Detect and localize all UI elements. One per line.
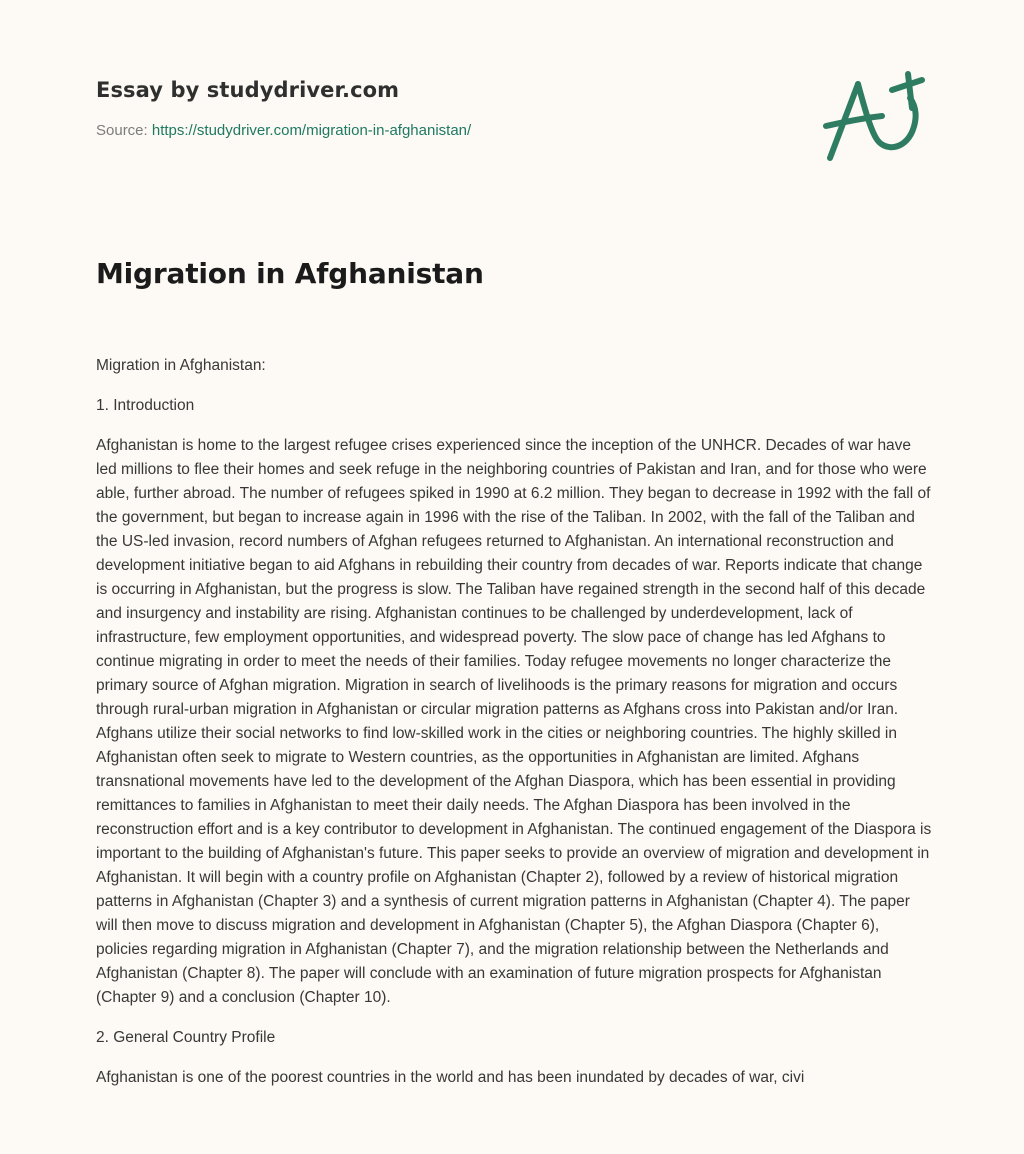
section-body-country-profile: Afghanistan is one of the poorest countries in the world and has been inundated by decades of war, civi xyxy=(96,1069,805,1086)
section-heading-country-profile: 2. General Country Profile xyxy=(96,1029,276,1046)
source-line xyxy=(96,120,796,142)
page-title: Migration in Afghanistan xyxy=(96,257,484,290)
article-content xyxy=(96,354,932,1106)
section-heading-introduction: 1. Introduction xyxy=(96,397,195,414)
source-link[interactable]: https://studydriver.com/migration-in-afghanistan/ xyxy=(151,122,472,139)
article-subtitle: Migration in Afghanistan: xyxy=(96,357,266,374)
source-label: Source: xyxy=(96,122,148,139)
a-plus-icon xyxy=(820,66,930,166)
section-body-introduction: Afghanistan is home to the largest refugee crises experienced since the inception of the UNHCR. Decades of war have led millions to flee their homes and seek refuge in the neighboring countries of Pakistan and Iran, and for those who were able, further abroad. The number of refugees spiked in 1990 at 6.2 million. They began to decrease in 1992 with the fall of the government, but began to increase again in 1996 with the rise of the Taliban. In 2002, with the fall of the Taliban and the US-led invasion, record numbers of Afghan refugees returned to Afghanistan. An international reconstruction and development initiative began to aid Afghans in rebuilding their country from decades of war. Reports indicate that change is occurring in Afghanistan, but the progress is slow. The Taliban have regained strength in the second half of this decade and insurgency and instability are rising. Afghanistan continues to be challenged by underdevelopment, lack of infrastructure, few employment opportunities, and widespread poverty. The slow pace of change has led Afghans to continue migrating in order to meet the needs of their families. Today refugee movements no longer characterize the primary source of Afghan migration. Migration in search of livelihoods is the primary reasons for migration and occurs through rural-urban migration in Afghanistan or circular migration patterns as Afghans cross into Pakistan and/or Iran. Afghans utilize their social networks to find low-skilled work in the cities or neighboring countries. The highly skilled in Afghanistan often seek to migrate to Western countries, as the opportunities in Afghanistan are limited. Afghans transnational movements have led to the development of the Afghan Diaspora, which has been essential in providing remittances to families in Afghanistan to meet their daily needs. The Afghan Diaspora has been involved in the reconstruction effort and is a key contributor to development in Afghanistan. The continued engagement of the Diaspora is important to the building of Afghanistan's future. This paper seeks to provide an overview of migration and development in Afghanistan. It will begin with a country profile on Afghanistan (Chapter 2), followed by a review of historical migration patterns in Afghanistan (Chapter 3) and a synthesis of current migration patterns in Afghanistan (Chapter 4). The paper will then move to discuss migration and development in Afghanistan (Chapter 5), the Afghan Diaspora (Chapter 6), policies regarding migration in Afghanistan (Chapter 7), and the migration relationship between the Netherlands and Afghanistan (Chapter 8). The paper will conclude with an examination of future migration prospects for Afghanistan (Chapter 9) and a conclusion (Chapter 10). xyxy=(96,437,932,1006)
site-title: Essay by studydriver.com xyxy=(96,78,400,102)
page-header xyxy=(96,74,796,142)
